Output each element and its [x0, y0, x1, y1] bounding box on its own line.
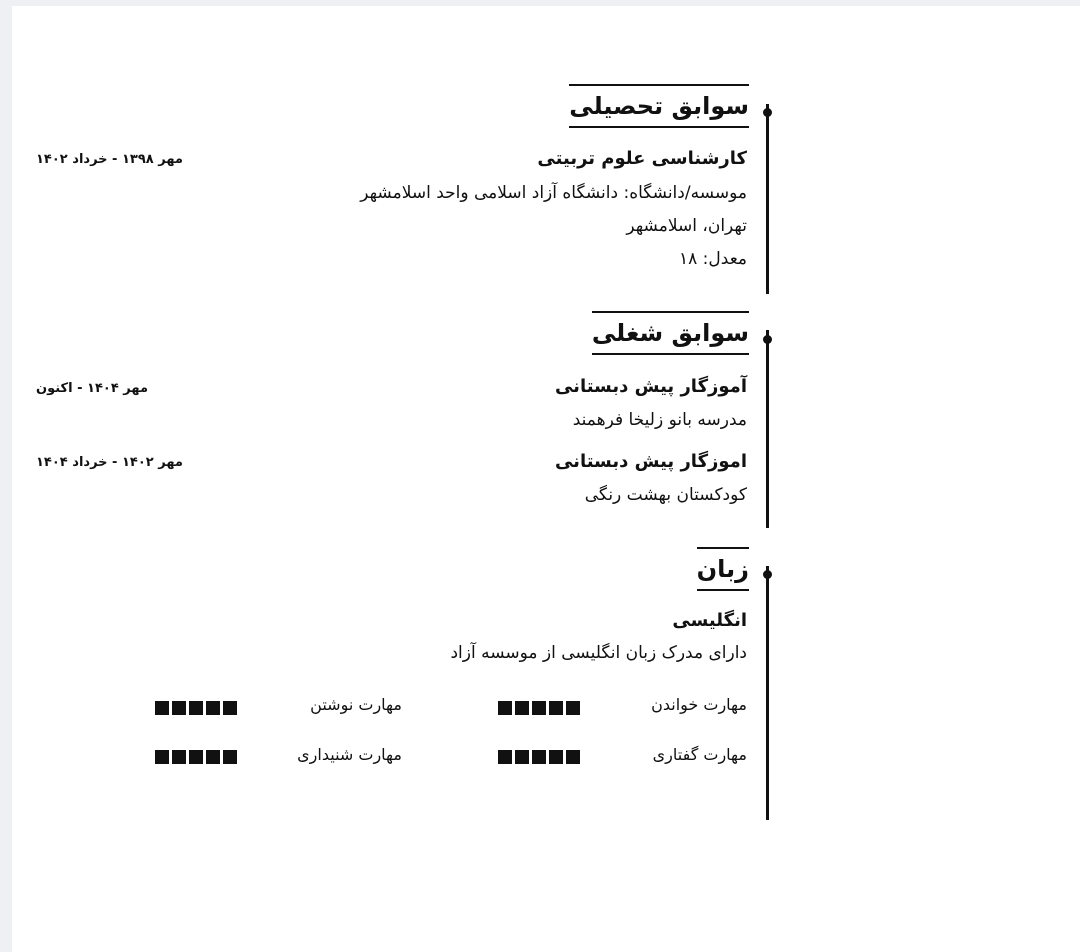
skill-level-block: [155, 701, 169, 715]
skill-level-block: [155, 750, 169, 764]
education-date: مهر ۱۳۹۸ - خرداد ۱۴۰۲: [36, 152, 183, 167]
job-place-2: کودکستان بهشت رنگی: [584, 485, 747, 505]
job-date-1: مهر ۱۴۰۴ - اکنون: [36, 381, 149, 396]
section-title-language: زبان: [697, 547, 749, 591]
skill-level-block: [566, 750, 580, 764]
education-degree: کارشناسی علوم تربیتی: [537, 148, 747, 169]
skill-bar-listening: [155, 750, 237, 764]
skill-level-block: [189, 750, 203, 764]
language-description: دارای مدرک زبان انگلیسی از موسسه آزاد: [450, 643, 747, 663]
section-title-work: سوابق شغلی: [592, 311, 749, 355]
skill-level-block: [515, 750, 529, 764]
skill-label-speaking: مهارت گفتاری: [652, 745, 747, 764]
skill-bar-writing: [155, 701, 237, 715]
skill-level-block: [223, 701, 237, 715]
skill-level-block: [172, 750, 186, 764]
timeline-line-work: [766, 330, 769, 528]
skill-level-block: [566, 701, 580, 715]
education-location: تهران، اسلامشهر: [626, 216, 747, 236]
skill-level-block: [515, 701, 529, 715]
skill-level-block: [223, 750, 237, 764]
skill-bar-speaking: [498, 750, 580, 764]
skill-label-listening: مهارت شنیداری: [297, 745, 402, 764]
skill-level-block: [206, 701, 220, 715]
skill-level-block: [532, 701, 546, 715]
skill-level-block: [498, 750, 512, 764]
job-date-2: مهر ۱۴۰۲ - خرداد ۱۴۰۴: [36, 455, 183, 470]
skill-level-block: [498, 701, 512, 715]
skill-label-reading: مهارت خواندن: [651, 695, 747, 714]
language-name: انگلیسی: [672, 610, 747, 631]
skill-bar-reading: [498, 701, 580, 715]
education-institution: موسسه/دانشگاه: دانشگاه آزاد اسلامی واحد اسلامشهر: [360, 183, 747, 203]
section-bullet-education: [763, 108, 772, 117]
section-title-education: سوابق تحصیلی: [569, 84, 749, 128]
skill-level-block: [549, 750, 563, 764]
job-role-1: آموزگار پیش دبستانی: [554, 376, 747, 397]
skill-level-block: [549, 701, 563, 715]
education-gpa: معدل: ۱۸: [679, 249, 747, 269]
section-bullet-work: [763, 335, 772, 344]
timeline-line-language: [766, 566, 769, 820]
section-bullet-language: [763, 570, 772, 579]
skill-label-writing: مهارت نوشتن: [310, 695, 402, 714]
skill-level-block: [189, 701, 203, 715]
timeline-line-education: [766, 104, 769, 294]
skill-level-block: [532, 750, 546, 764]
job-role-2: اموزگار پیش دبستانی: [554, 451, 747, 472]
skill-level-block: [172, 701, 186, 715]
skill-level-block: [206, 750, 220, 764]
job-place-1: مدرسه بانو زلیخا فرهمند: [572, 410, 747, 430]
